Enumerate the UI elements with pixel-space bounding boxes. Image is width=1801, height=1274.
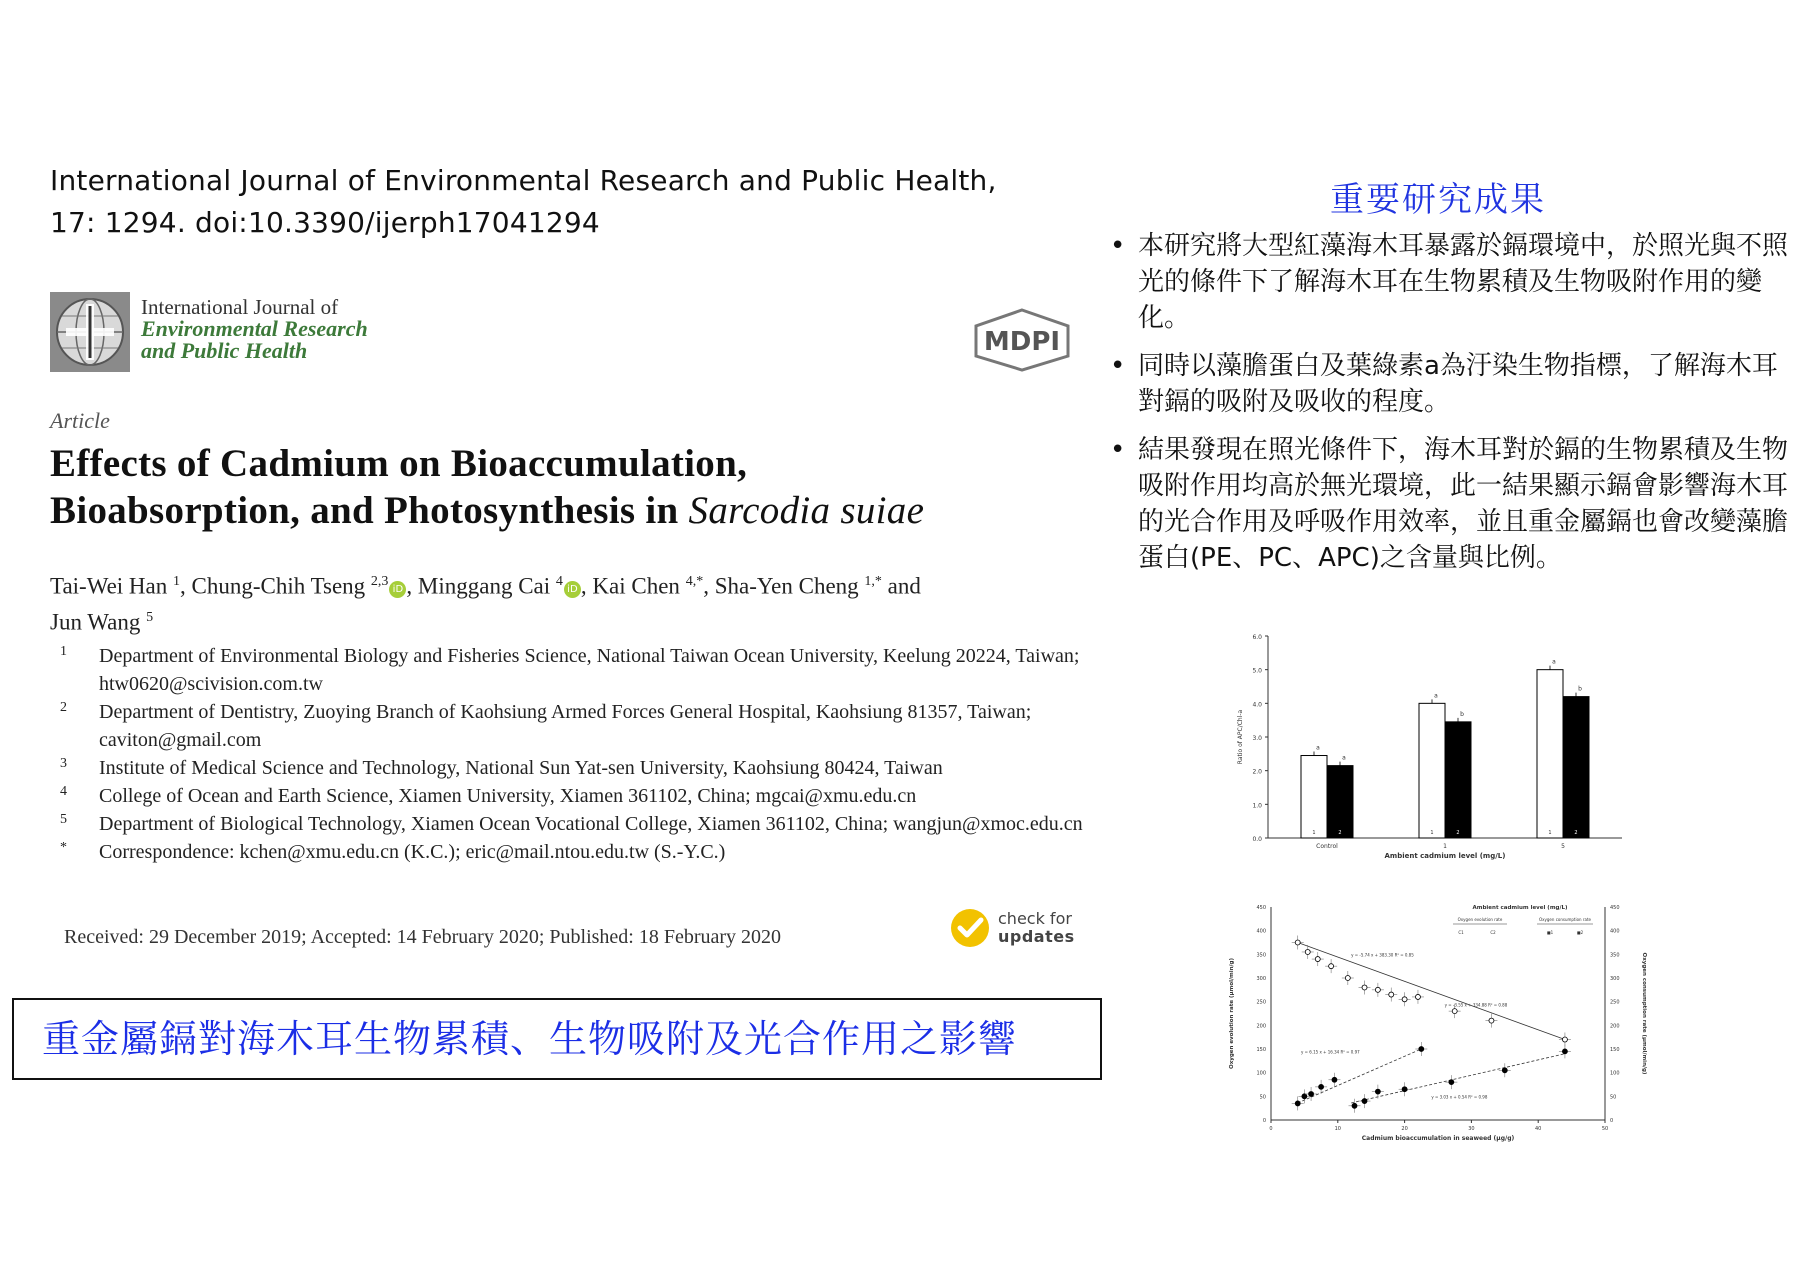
data-point (1362, 985, 1367, 990)
data-point (1315, 957, 1320, 962)
x-tick-label: Control (1316, 843, 1338, 850)
trend-line (1298, 943, 1565, 1040)
data-point (1295, 940, 1300, 945)
author-separator: , (703, 573, 715, 599)
data-point (1332, 1077, 1337, 1082)
data-point (1502, 1068, 1507, 1073)
y-tick-label: 350 (1256, 952, 1266, 959)
y-tick-label: 3.0 (1252, 735, 1262, 742)
x-tick-label: 50 (1601, 1126, 1609, 1132)
affiliation-item (60, 810, 1110, 838)
correspondence-text: Correspondence: kchen@xmu.edu.cn (K.C.); eric@mail.ntou.edu.tw (S.-Y.C.) (99, 841, 726, 863)
author-name[interactable]: Kai Chen (592, 573, 680, 599)
x-tick-label: 10 (1334, 1126, 1341, 1132)
results-bullet: • 同時以藻膽蛋白及葉綠素a為汙染生物指標，了解海木耳對鎘的吸附及吸收的程度。 (1108, 348, 1788, 420)
article-title (50, 440, 924, 534)
x-tick-label: 40 (1535, 1126, 1542, 1132)
data-point (1329, 964, 1334, 969)
journal-name-line-1: International Journal of (141, 295, 339, 319)
data-point (1415, 994, 1420, 999)
regression-equation: y = -3.55 x + 334.88 R² = 0.88 (1444, 1002, 1508, 1008)
bar-base-label: 2 (1338, 830, 1342, 836)
journal-name-line-2: Environmental Research (141, 316, 368, 341)
y-tick-label: 400 (1256, 928, 1266, 935)
y-tick-label: 100 (1256, 1070, 1266, 1077)
author-affil-sup: 1,* (864, 574, 882, 589)
legend-item: ■2 (1576, 930, 1584, 935)
y2-tick-label: 100 (1610, 1070, 1620, 1077)
data-point (1389, 992, 1394, 997)
article-type: Article (50, 408, 110, 433)
bar (1445, 722, 1471, 838)
y2-axis-label: Oxygen consumption rate (μmol/min/g) (1641, 952, 1647, 1075)
author-affil-sup: 1 (173, 574, 180, 589)
bar-base-label: 1 (1548, 830, 1552, 836)
results-bullet-list (1108, 228, 1788, 588)
checkmark-icon (950, 908, 990, 948)
mdpi-logo-text: MDPI (983, 327, 1061, 357)
y2-tick-label: 350 (1610, 952, 1620, 959)
author-name[interactable]: Sha-Yen Cheng (714, 573, 859, 599)
check-for-updates-label (998, 910, 1075, 946)
author-affil-sup: 5 (146, 609, 154, 625)
bar-base-label: 1 (1430, 830, 1434, 836)
article-title-line-2 (50, 487, 924, 534)
significance-letter: b (1578, 685, 1582, 693)
author-separator: , (580, 573, 593, 599)
data-point (1419, 1047, 1424, 1052)
y2-tick-label: 400 (1610, 928, 1620, 935)
affiliation-number: 4 (60, 784, 67, 799)
affiliation-text: Department of Dentistry, Zuoying Branch of Kaohsiung Armed Forces General Hospital, Kaohsiung 81357, Taiwan; caviton@gmail.com (99, 701, 1032, 751)
author-separator: , (180, 573, 192, 599)
orcid-icon[interactable]: iD (389, 581, 406, 598)
legend-group-label: Oxygen evolution rate (1457, 917, 1503, 922)
significance-letter: a (1342, 754, 1346, 762)
affiliation-number: * (60, 840, 67, 855)
bar (1419, 703, 1445, 838)
data-point (1402, 1087, 1407, 1092)
y2-tick-label: 150 (1610, 1047, 1620, 1053)
data-point (1319, 1084, 1324, 1089)
legend-item: C1 (1458, 930, 1464, 935)
affiliation-text: College of Ocean and Earth Science, Xiamen University, Xiamen 361102, China; mgcai@xmu.edu.cn (99, 785, 917, 807)
y-tick-label: 50 (1259, 1094, 1266, 1101)
results-bullet: • 本研究將大型紅藻海木耳暴露於鎘環境中，於照光與不照光的條件下了解海木耳在生物累積及生物吸附作用的變化。 (1108, 228, 1788, 336)
y-tick-label: 6.0 (1252, 634, 1262, 641)
author-name[interactable]: Jun Wang (50, 609, 141, 635)
data-point (1449, 1080, 1454, 1085)
significance-letter: a (1316, 744, 1320, 752)
significance-letter: b (1460, 710, 1464, 718)
x-tick-label: 1 (1443, 843, 1447, 850)
x-tick-label: 0 (1269, 1126, 1273, 1132)
data-point (1305, 949, 1310, 954)
y-tick-label: 200 (1256, 1023, 1266, 1030)
y-tick-label: 0.0 (1252, 836, 1262, 843)
author-affil-sup: 2,3 (370, 574, 389, 589)
affiliation-text: Department of Biological Technology, Xiamen Ocean Vocational College, Xiamen 361102, China; wangjun@xmoc.edu.cn (99, 813, 1083, 835)
article-title-line-2-text: Bioabsorption, and Photosynthesis in (50, 489, 689, 532)
y-tick-label: 0 (1262, 1118, 1266, 1124)
affiliation-number: 3 (60, 756, 67, 771)
affiliation-number: 5 (60, 812, 67, 827)
data-point (1452, 1009, 1457, 1014)
data-point (1345, 976, 1350, 981)
x-tick-label: 30 (1468, 1126, 1475, 1132)
check-for-updates-line-2: updates (998, 927, 1075, 946)
y2-tick-label: 300 (1610, 976, 1620, 982)
data-point (1362, 1099, 1367, 1104)
journal-name (141, 296, 368, 362)
data-point (1562, 1037, 1567, 1042)
data-point (1309, 1091, 1314, 1096)
citation-line-2: 17: 1294. doi:10.3390/ijerph17041294 (50, 206, 600, 239)
article-title-line-1: Effects of Cadmium on Bioaccumulation, (50, 442, 748, 485)
data-point (1295, 1101, 1300, 1106)
y-tick-label: 1.0 (1252, 802, 1262, 810)
y-axis-label: Ratio of APC/Chl-a (1237, 709, 1244, 765)
article-title-species: Sarcodia suiae (688, 489, 925, 532)
data-point (1302, 1094, 1307, 1099)
author-name[interactable]: Minggang Cai (417, 573, 551, 599)
bar (1301, 756, 1327, 838)
journal-globe-logo-icon (50, 292, 130, 372)
significance-letter: a (1552, 658, 1556, 666)
citation (50, 160, 997, 244)
mdpi-logo-icon (972, 308, 1072, 372)
x-tick-label: 20 (1401, 1126, 1408, 1132)
y-tick-label: 450 (1256, 905, 1266, 911)
oxygen-rate-scatter-chart (1215, 893, 1655, 1148)
chinese-title-banner: 重金屬鎘對海木耳生物累積、生物吸附及光合作用之影響 (12, 998, 1102, 1080)
author-list (50, 566, 921, 637)
legend-group-label: Oxygen consumption rate (1539, 917, 1591, 922)
bar (1563, 697, 1589, 838)
affiliation-number: 1 (60, 644, 67, 659)
author-affil-sup: 4,* (685, 574, 704, 589)
x-axis-label: Cadmium bioaccumulation in seaweed (μg/g) (1361, 1135, 1515, 1142)
bar-base-label: 2 (1574, 830, 1578, 836)
affiliation-text: Department of Environmental Biology and Fisheries Science, National Taiwan Ocean University, Keelung 20224, Taiwan; htw0620@scivision.com.tw (99, 645, 1080, 695)
y2-tick-label: 50 (1610, 1094, 1617, 1101)
y-tick-label: 4.0 (1252, 701, 1262, 709)
data-point (1375, 1089, 1380, 1094)
author-name[interactable]: Tai-Wei Han (50, 573, 168, 599)
significance-letter: a (1434, 692, 1438, 700)
affiliation-item (60, 642, 1110, 698)
author-separator: and (881, 573, 921, 599)
regression-equation: y = 3.03 x + 0.54 R² = 0.98 (1431, 1094, 1488, 1100)
journal-name-line-3: and Public Health (141, 338, 308, 363)
legend-title: Ambient cadmium level (mg/L) (1472, 905, 1568, 911)
data-point (1562, 1049, 1567, 1054)
affiliation-item (60, 782, 1110, 810)
affiliation-text: Institute of Medical Science and Technology, National Sun Yat-sen University, Kaohsiung 80424, Taiwan (99, 757, 943, 779)
y-tick-label: 150 (1256, 1047, 1266, 1053)
citation-line-1: International Journal of Environmental Research and Public Health, (50, 164, 997, 197)
affiliation-number: 2 (60, 700, 67, 715)
regression-equation: y = 6.15 x + 16.34 R² = 0.97 (1301, 1049, 1360, 1055)
data-point (1352, 1103, 1357, 1108)
publication-dates: Received: 29 December 2019; Accepted: 14 February 2020; Published: 18 February 2020 (64, 926, 782, 948)
orcid-icon[interactable]: iD (564, 581, 581, 598)
data-point (1489, 1018, 1494, 1023)
y2-tick-label: 450 (1610, 905, 1620, 911)
bar (1537, 670, 1563, 838)
affiliation-list (60, 642, 1110, 866)
regression-equation: y = -5.74 x + 383.30 R² = 0.85 (1351, 952, 1414, 958)
trend-line (1298, 1049, 1422, 1103)
affiliation-item (60, 754, 1110, 782)
results-heading: 重要研究成果 (1330, 180, 1546, 220)
y-tick-label: 5.0 (1252, 667, 1262, 675)
data-point (1402, 997, 1407, 1002)
y2-tick-label: 200 (1610, 1023, 1620, 1030)
affiliation-item (60, 698, 1110, 754)
check-for-updates-line-1: check for (998, 909, 1072, 928)
x-axis-label: Ambient cadmium level (mg/L) (1384, 852, 1506, 860)
apc-chl-bar-chart (1230, 628, 1630, 868)
x-tick-label: 5 (1561, 843, 1565, 850)
author-name[interactable]: Chung-Chih Tseng (191, 573, 366, 599)
bar-base-label: 1 (1312, 830, 1316, 836)
bar (1327, 766, 1353, 838)
y2-tick-label: 250 (1610, 999, 1620, 1006)
legend-item: ■1 (1546, 930, 1554, 935)
y-tick-label: 2.0 (1252, 768, 1262, 776)
legend-item: C2 (1490, 930, 1496, 935)
author-affil-sup: 4 (555, 574, 563, 589)
y-axis-label: Oxygen evolution rate (μmol/min/g) (1229, 958, 1235, 1069)
correspondence-item (60, 838, 1110, 866)
y-tick-label: 250 (1256, 999, 1266, 1006)
author-separator: , (406, 573, 418, 599)
y2-tick-label: 0 (1610, 1118, 1614, 1124)
results-bullet: • 結果發現在照光條件下，海木耳對於鎘的生物累積及生物吸附作用均高於無光環境，此一結果顯示鎘會影響海木耳的光合作用及呼吸作用效率，並且重金屬鎘也會改變藻膽蛋白(PE、PC、APC)之含量與比例。 (1108, 432, 1788, 576)
y-tick-label: 300 (1256, 976, 1266, 982)
data-point (1375, 987, 1380, 992)
check-for-updates-button[interactable] (950, 908, 1075, 948)
bar-base-label: 2 (1456, 830, 1460, 836)
